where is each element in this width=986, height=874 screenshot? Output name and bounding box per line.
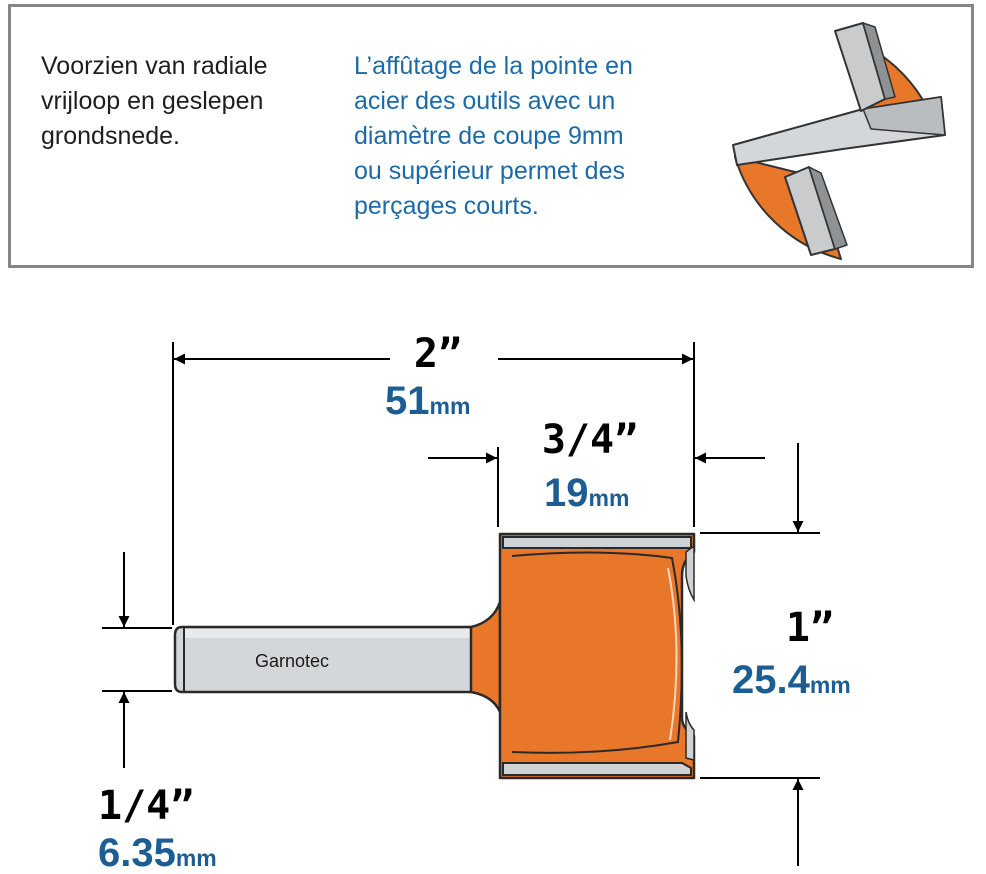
cutting-length-metric: [544, 471, 629, 515]
french-description-line: ou supérieur permet des: [354, 157, 625, 185]
shank-diameter-metric-unit: mm: [175, 845, 217, 871]
dutch-description-line: grondsnede.: [41, 122, 181, 150]
cutting-diameter-metric-value: 25.4: [732, 658, 810, 702]
french-description-line: diamètre de coupe 9mm: [354, 122, 624, 150]
cutting-diameter-metric: [732, 658, 851, 702]
french-description-line: L’affûtage de la pointe en: [354, 52, 633, 80]
shank: [175, 627, 473, 692]
shank-diameter-metric: [98, 831, 217, 874]
french-description-line: perçages courts.: [354, 192, 539, 220]
cutting-length-metric-value: 19: [544, 471, 589, 515]
shank-diameter-metric-value: 6.35: [98, 831, 176, 874]
overall-length-metric-unit: mm: [429, 393, 471, 419]
cutter-body: [500, 534, 694, 778]
brand-label: Garnotec: [255, 651, 330, 671]
overall-length-imperial: 2”: [413, 331, 463, 377]
overall-length-metric: [385, 379, 470, 423]
cutting-diameter-metric-unit: mm: [809, 672, 851, 698]
shank-diameter-imperial: 1/4”: [98, 783, 195, 829]
cutting-length-imperial: 3/4”: [541, 417, 639, 463]
overall-length-metric-value: 51: [385, 379, 430, 423]
dutch-description-line: vrijloop en geslepen: [41, 87, 264, 115]
dutch-description-line: Voorzien van radiale: [41, 52, 268, 80]
neck-fillet: [471, 602, 500, 712]
dimension-arrows: [124, 359, 798, 866]
french-description-line: acier des outils avec un: [354, 87, 616, 115]
cutting-diameter-imperial: 1”: [785, 605, 835, 651]
cutting-length-metric-unit: mm: [588, 485, 630, 511]
